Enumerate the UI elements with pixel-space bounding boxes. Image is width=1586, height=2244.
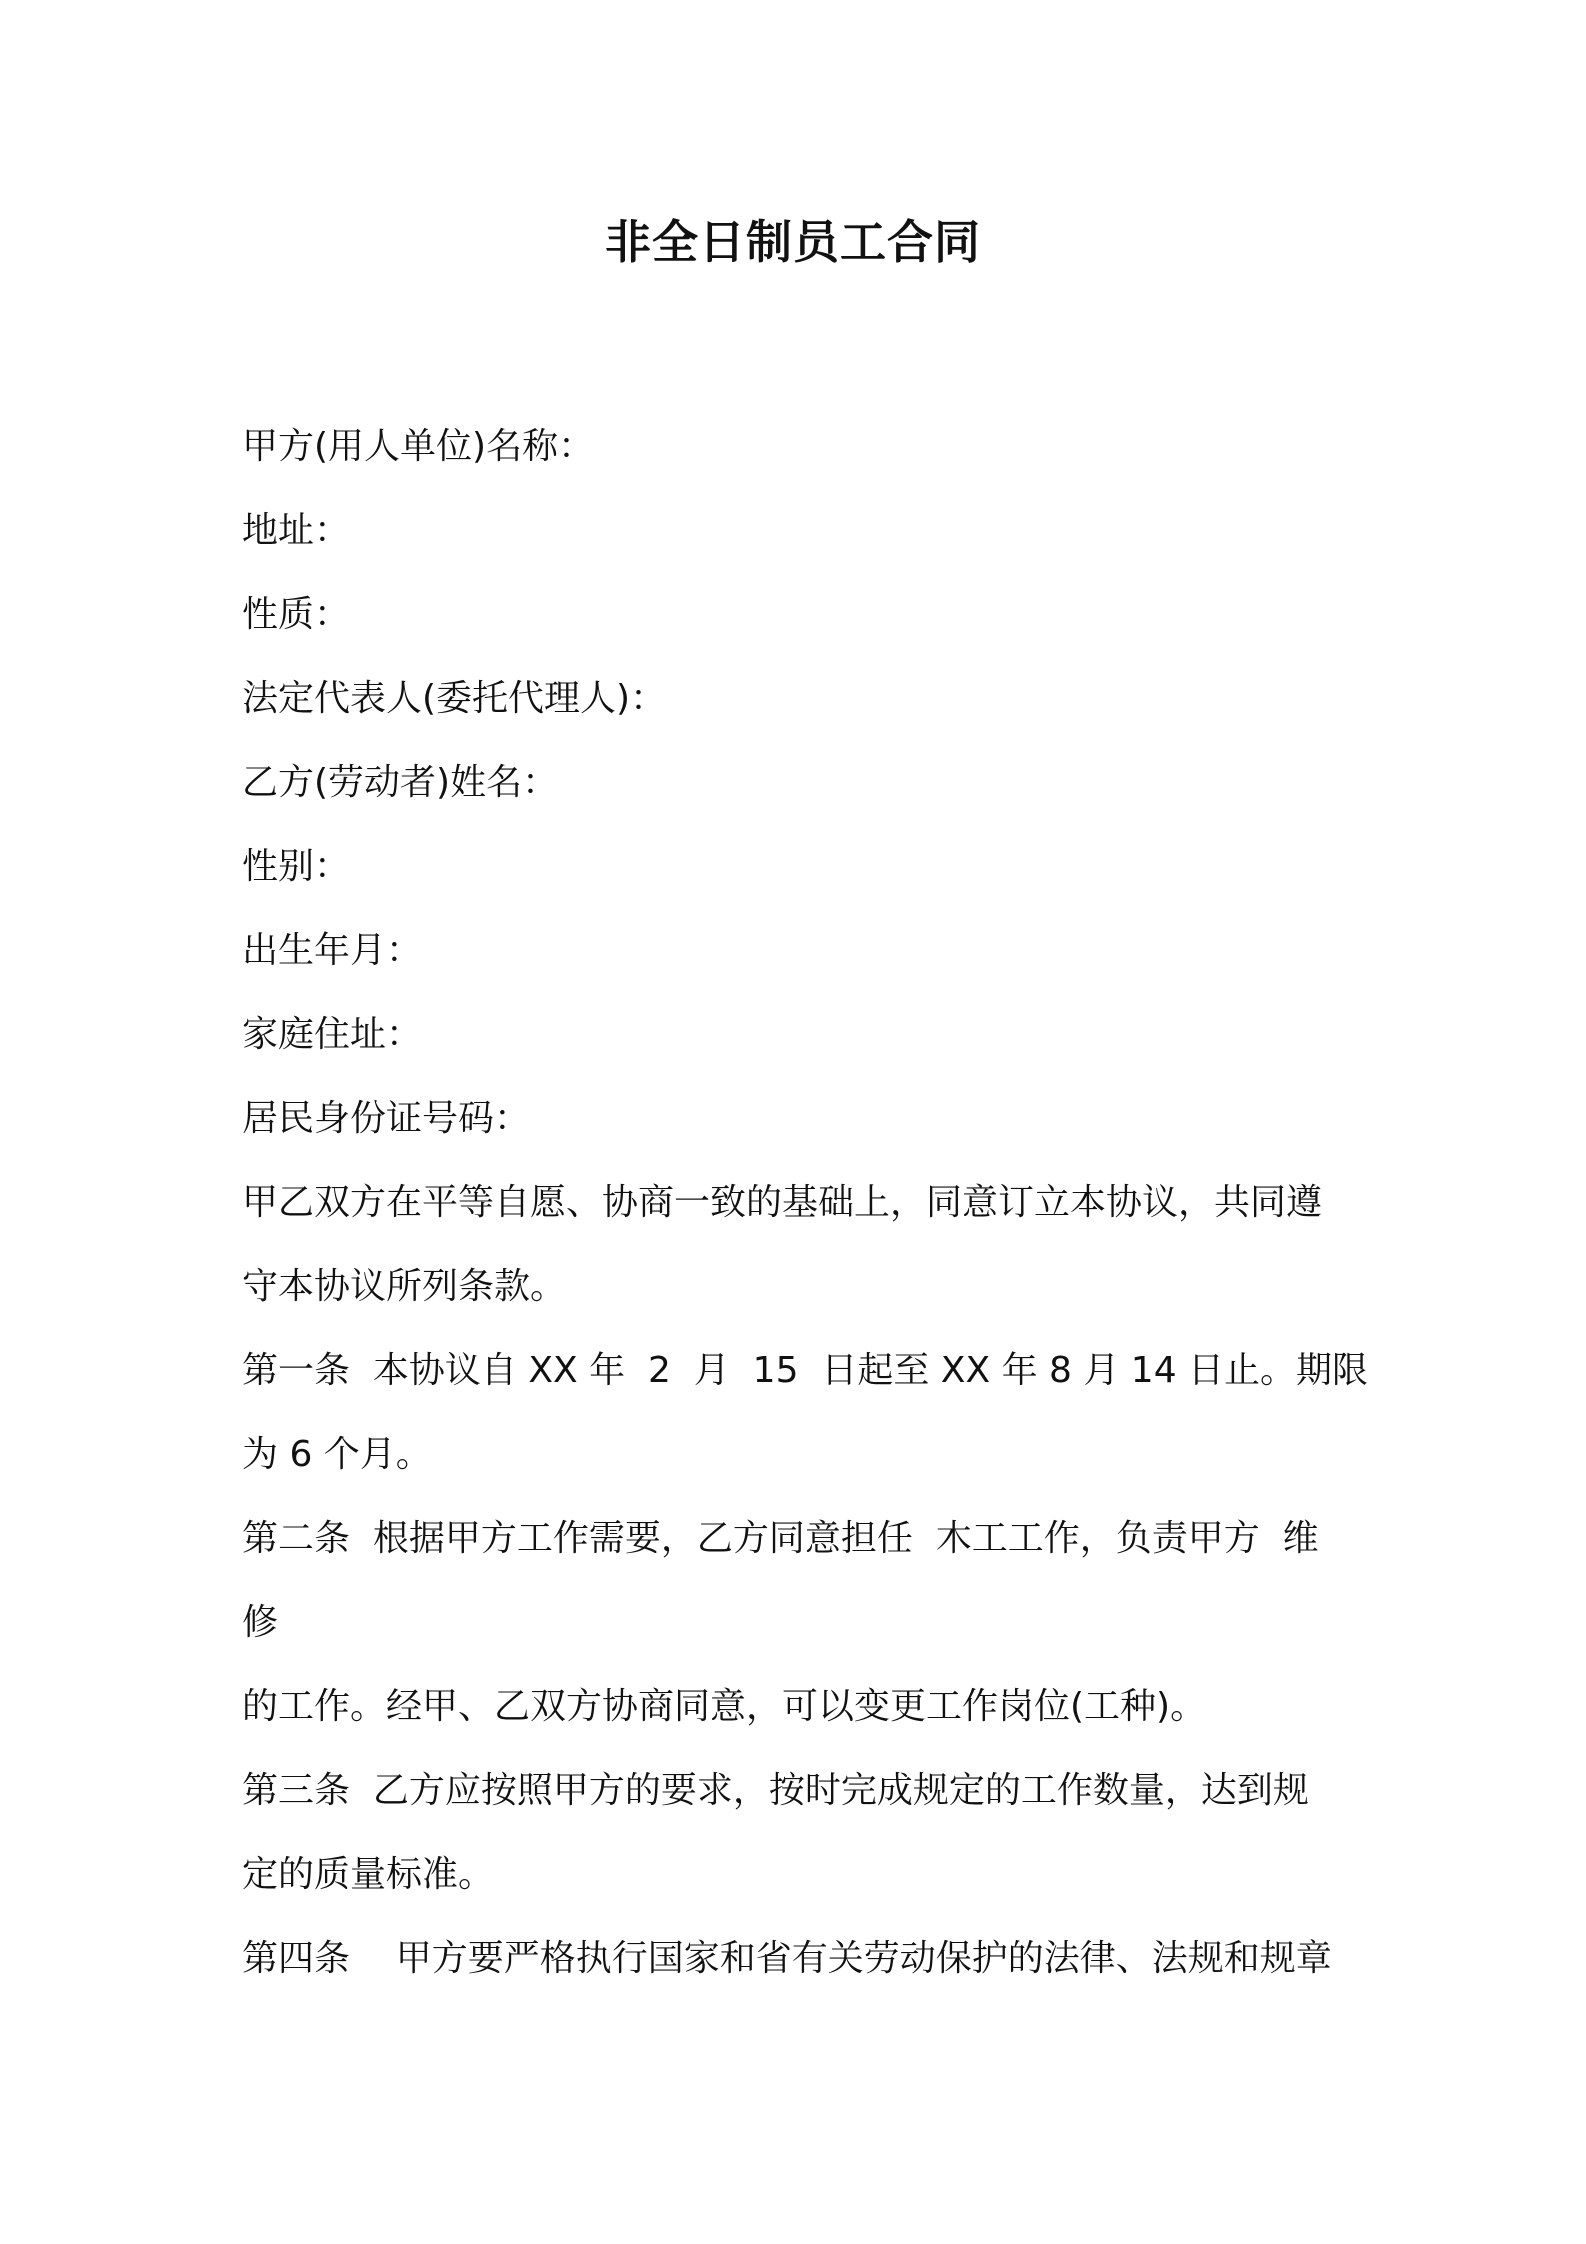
field-address: 地址： — [242, 510, 351, 551]
article-1-line-2: 为 6 个月。 — [242, 1434, 432, 1475]
field-birth-date: 出生年月： — [242, 930, 423, 971]
document-body — [242, 405, 1369, 2001]
article-2-line-1: 第二条 根据甲方工作需要，乙方同意担任 木工工作，负责甲方 维 — [242, 1518, 1319, 1559]
preamble-line-1: 甲乙双方在平等自愿、协商一致的基础上，同意订立本协议，共同遵 — [242, 1182, 1323, 1223]
article-1-line-1: 第一条 本协议自 XX 年 2 月 15 日起至 XX 年 8 月 14 日止。期限 — [242, 1350, 1369, 1391]
field-id-number: 居民身份证号码： — [242, 1098, 531, 1139]
article-2-line-3: 的工作。经甲、乙双方协商同意，可以变更工作岗位(工种)。 — [242, 1686, 1207, 1727]
field-party-a-name: 甲方(用人单位)名称： — [242, 426, 595, 467]
field-home-address: 家庭住址： — [242, 1014, 423, 1055]
field-gender: 性别： — [242, 846, 351, 887]
field-nature: 性质： — [242, 594, 351, 635]
article-3-line-2: 定的质量标准。 — [242, 1854, 495, 1895]
field-legal-representative: 法定代表人(委托代理人)： — [242, 678, 667, 719]
field-party-b-name: 乙方(劳动者)姓名： — [242, 762, 559, 803]
article-4-line-1: 第四条 甲方要严格执行国家和省有关劳动保护的法律、法规和规章 — [242, 1938, 1332, 1979]
article-2-line-2: 修 — [242, 1602, 279, 1643]
preamble-line-2: 守本协议所列条款。 — [242, 1266, 567, 1307]
document-title: 非全日制员工合同 — [605, 215, 981, 269]
article-3-line-1: 第三条 乙方应按照甲方的要求，按时完成规定的工作数量，达到规 — [242, 1770, 1309, 1811]
